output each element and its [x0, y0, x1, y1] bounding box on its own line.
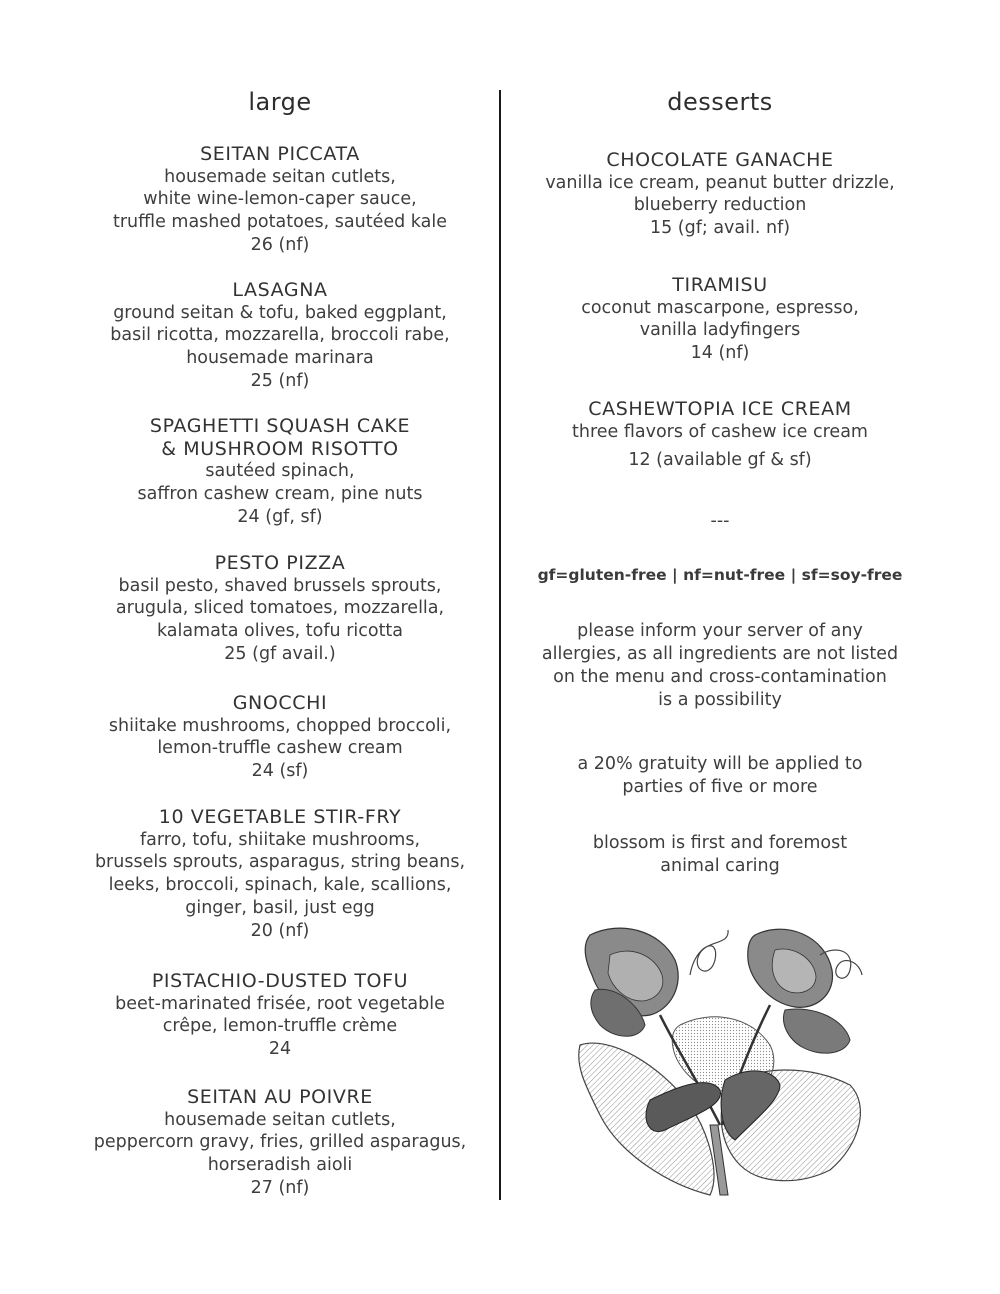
large-section-title: large — [248, 88, 312, 116]
item-price: 24 (gf, sf) — [237, 506, 323, 527]
item-description: farro, tofu, shiitake mushrooms, — [139, 829, 421, 850]
item-name: CASHEWTOPIA ICE CREAM — [588, 398, 852, 420]
item-description: housemade seitan cutlets, — [164, 166, 396, 187]
item-name: 10 VEGETABLE STIR-FRY — [158, 806, 402, 828]
menu-item — [60, 1086, 500, 1200]
note-line: is a possibility — [658, 690, 782, 710]
item-description: housemade marinara — [186, 348, 374, 369]
item-name: PISTACHIO-DUSTED TOFU — [151, 970, 409, 992]
item-description: white wine-lemon-caper sauce, — [143, 189, 417, 210]
item-price: 14 (nf) — [690, 343, 750, 364]
item-description: vanilla ladyfingers — [639, 320, 801, 341]
item-name: GNOCCHI — [232, 692, 328, 714]
item-description: kalamata olives, tofu ricotta — [156, 621, 404, 642]
item-price: 24 — [268, 1039, 292, 1060]
menu-item — [60, 806, 500, 942]
item-description: blueberry reduction — [633, 195, 807, 216]
menu-item — [520, 274, 920, 365]
menu-item — [60, 692, 500, 783]
note-line: parties of five or more — [622, 777, 818, 797]
menu-item — [60, 552, 500, 666]
note-line: allergies, as all ingredients are not listed — [541, 644, 899, 664]
item-price: 15 (gf; avail. nf) — [649, 218, 791, 239]
desserts-section-title: desserts — [667, 88, 773, 116]
note-line: please inform your server of any — [577, 621, 863, 641]
item-price: 27 (nf) — [250, 1177, 310, 1198]
item-description: beet-marinated frisée, root vegetable — [115, 993, 445, 1014]
item-description: coconut mascarpone, espresso, — [581, 297, 859, 318]
column-divider — [499, 90, 501, 1200]
item-name: PESTO PIZZA — [214, 552, 346, 574]
item-description: basil pesto, shaved brussels sprouts, — [118, 575, 442, 596]
menu-item — [520, 398, 920, 472]
separator: --- — [710, 511, 730, 531]
item-description: brussels sprouts, asparagus, string beans, — [94, 852, 466, 873]
item-description: basil ricotta, mozzarella, broccoli rabe, — [110, 325, 450, 346]
menu-item — [520, 149, 920, 240]
item-price: 24 (sf) — [251, 761, 309, 782]
item-description: crêpe, lemon-truffle crème — [162, 1016, 398, 1037]
item-name: LASAGNA — [232, 279, 328, 301]
menu-item — [60, 143, 500, 257]
item-name: SEITAN PICCATA — [200, 143, 360, 165]
item-name: SPAGHETTI SQUASH CAKE — [149, 415, 411, 437]
note-line: animal caring — [660, 856, 780, 876]
note-line: on the menu and cross-contamination — [553, 667, 887, 687]
item-price: 25 (nf) — [250, 370, 310, 391]
item-description: truffle mashed potatoes, sautéed kale — [113, 212, 447, 233]
note-line: a 20% gratuity will be applied to — [577, 754, 863, 774]
item-name: SEITAN AU POIVRE — [187, 1086, 373, 1108]
item-description: three flavors of cashew ice cream — [572, 421, 868, 442]
dietary-legend: gf=gluten-free | nf=nut-free | sf=soy-free — [537, 566, 903, 584]
item-name: & MUSHROOM RISOTTO — [161, 437, 399, 460]
item-price: 25 (gf avail.) — [224, 643, 336, 664]
item-description: ground seitan & tofu, baked eggplant, — [113, 302, 447, 323]
menu-item — [60, 415, 500, 529]
item-price: 12 (available gf & sf) — [628, 450, 812, 471]
item-description: sautéed spinach, — [205, 461, 355, 482]
item-description: shiitake mushrooms, chopped broccoli, — [108, 715, 452, 736]
gratuity-notice — [520, 753, 920, 799]
note-line: blossom is first and foremost — [592, 833, 848, 853]
menu-item — [60, 970, 500, 1061]
item-description: saffron cashew cream, pine nuts — [137, 484, 423, 505]
item-description: leeks, broccoli, spinach, kale, scallions, — [108, 875, 452, 896]
item-description: ginger, basil, just egg — [185, 897, 375, 918]
item-description: arugula, sliced tomatoes, mozzarella, — [115, 598, 445, 619]
item-description: vanilla ice cream, peanut butter drizzle, — [545, 172, 895, 193]
menu-item — [60, 279, 500, 393]
sweet-pea-flower-icon — [570, 915, 870, 1200]
item-price: 26 (nf) — [250, 234, 310, 255]
item-name: CHOCOLATE GANACHE — [606, 149, 834, 171]
animal-caring-notice — [520, 832, 920, 878]
item-description: housemade seitan cutlets, — [164, 1109, 396, 1130]
item-description: peppercorn gravy, fries, grilled asparagus, — [93, 1132, 467, 1153]
item-description: horseradish aioli — [207, 1155, 353, 1176]
item-name: TIRAMISU — [672, 274, 768, 296]
allergy-notice — [520, 620, 920, 712]
item-description: lemon-truffle cashew cream — [157, 738, 403, 759]
item-price: 20 (nf) — [250, 920, 310, 941]
